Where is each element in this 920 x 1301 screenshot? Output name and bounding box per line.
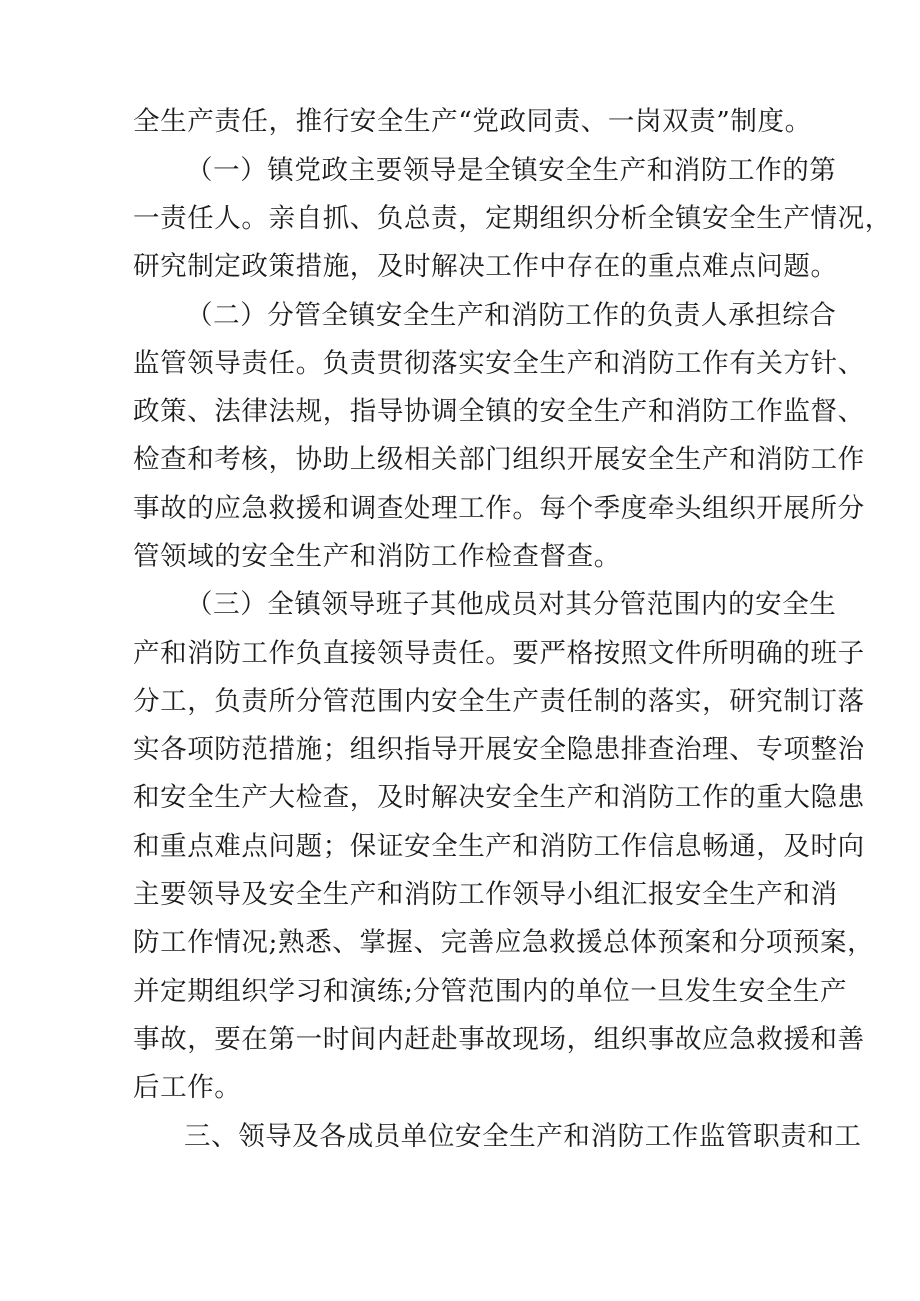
text-line: 政策、法律法规，指导协调全镇的安全生产和消防工作监督、 <box>133 396 865 427</box>
text-line: 检查和考核，协助上级相关部门组织开展安全生产和消防工作 <box>133 444 865 475</box>
text-line: 分工，负责所分管范围内安全生产责任制的落实，研究制订落 <box>133 686 865 717</box>
text-line: 实各项防范措施；组织指导开展安全隐患排查治理、专项整治 <box>133 734 865 765</box>
section-heading: 三、领导及各成员单位安全生产和消防工作监管职责和工 <box>184 1121 862 1152</box>
text-line: 研究制定政策措施，及时解决工作中存在的重点难点问题。 <box>133 251 838 282</box>
paragraph-1-line: （一）镇党政主要领导是全镇安全生产和消防工作的第 <box>186 155 837 186</box>
text-line: 产和消防工作负直接领导责任。要严格按照文件所明确的班子 <box>133 638 865 669</box>
text-line: 事故的应急救援和调查处理工作。每个季度牵头组织开展所分 <box>133 493 865 524</box>
text-line: 事故，要在第一时间内赶赴事故现场，组织事故应急救援和善 <box>133 1024 865 1055</box>
text-line: 主要领导及安全生产和消防工作领导小组汇报安全生产和消 <box>133 879 838 910</box>
text-line: 全生产责任，推行安全生产“党政同责、一岗双责”制度。 <box>133 106 812 137</box>
text-line: 管领域的安全生产和消防工作检查督查。 <box>133 541 621 572</box>
text-line: 一责任人。亲自抓、负总责，定期组织分析全镇安全生产情况， <box>133 203 892 234</box>
text-line: 和安全生产大检查，及时解决安全生产和消防工作的重大隐患 <box>133 782 865 813</box>
paragraph-3-line: （三）全镇领导班子其他成员对其分管范围内的安全生 <box>186 589 837 620</box>
paragraph-2-line: （二）分管全镇安全生产和消防工作的负责人承担综合 <box>186 300 837 331</box>
text-line: 并定期组织学习和演练;分管范围内的单位一旦发生安全生产 <box>133 976 848 1007</box>
text-line: 后工作。 <box>133 1072 242 1103</box>
text-line: 防工作情况;熟悉、掌握、完善应急救援总体预案和分项预案， <box>133 927 875 958</box>
text-line: 和重点难点问题；保证安全生产和消防工作信息畅通，及时向 <box>133 831 865 862</box>
text-line: 监管领导责任。负责贯彻落实安全生产和消防工作有关方针、 <box>133 348 865 379</box>
